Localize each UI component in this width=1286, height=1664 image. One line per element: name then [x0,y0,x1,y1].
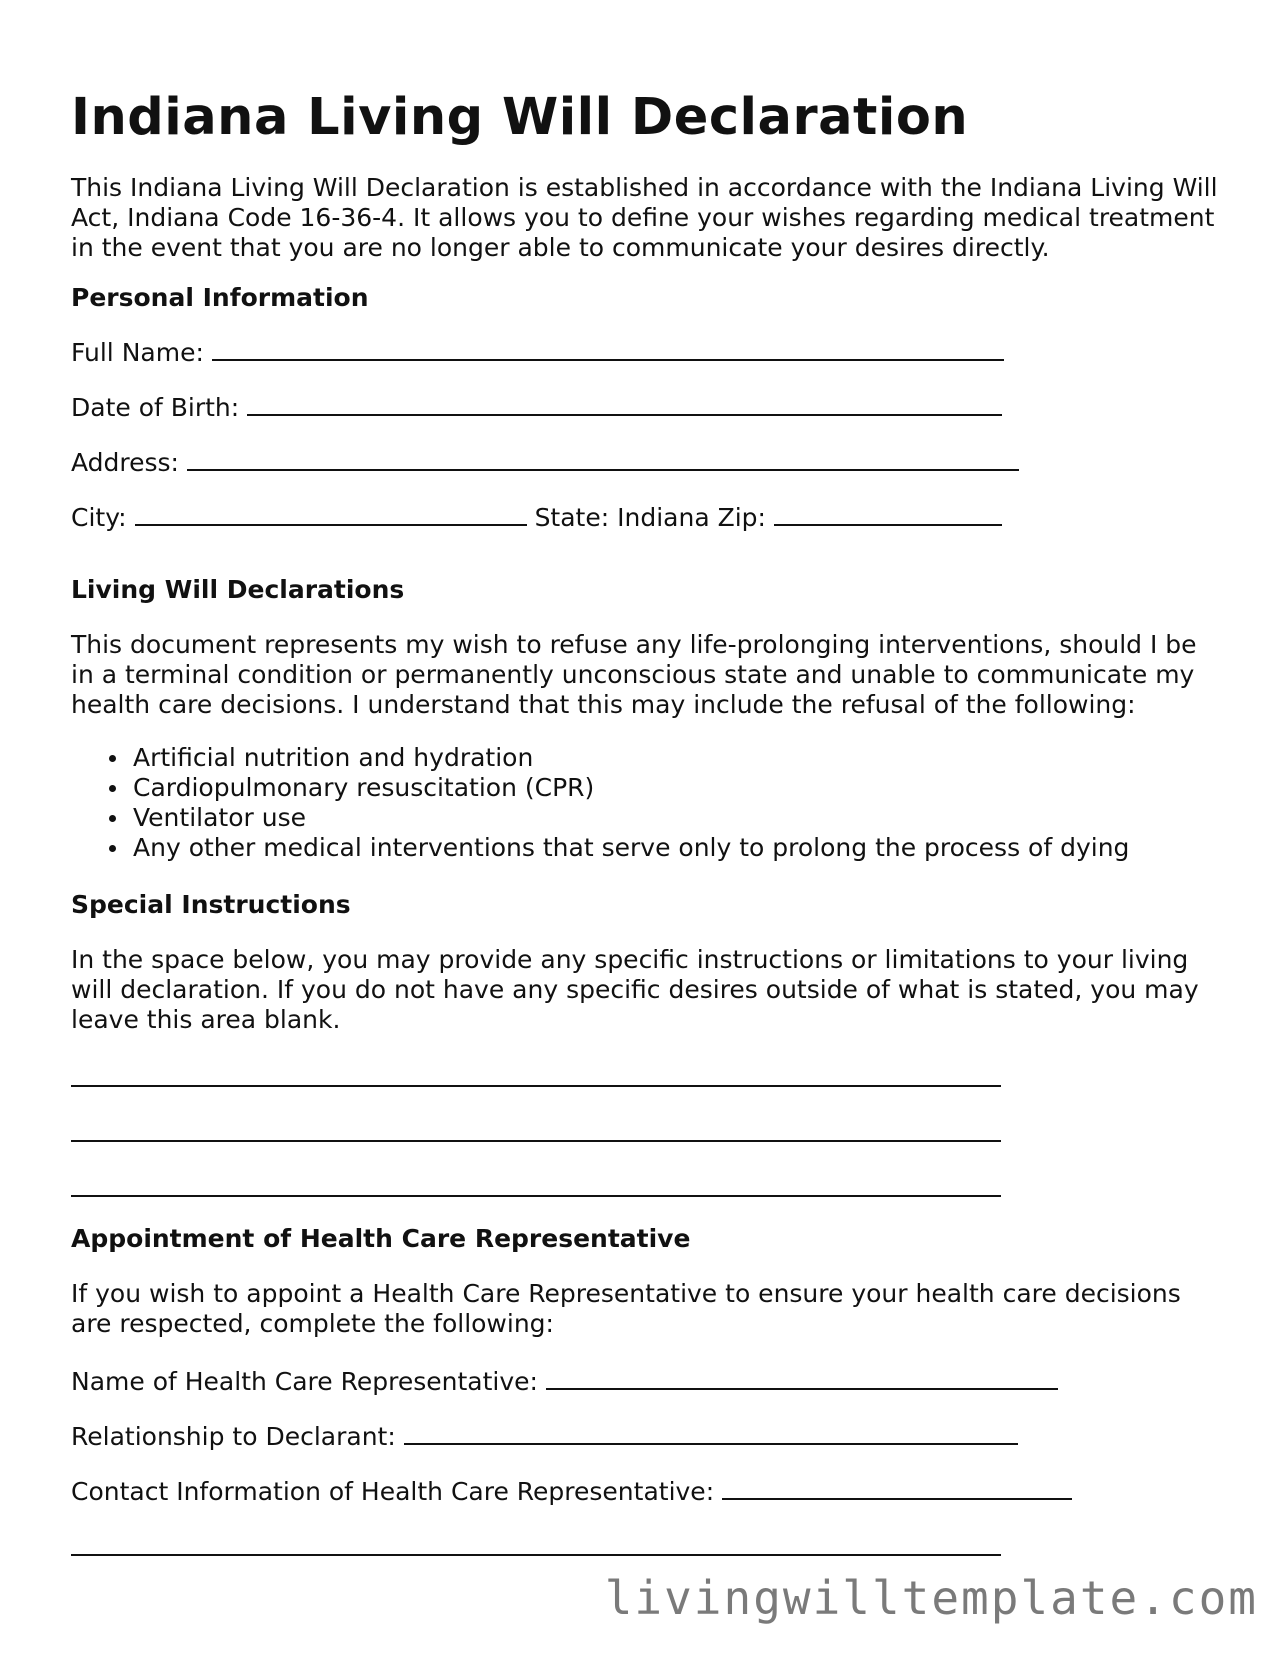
state-value: Indiana [617,503,710,532]
personal-info-heading: Personal Information [71,283,369,312]
representative-name-label: Name of Health Care Representative: [71,1367,538,1396]
bullet-icon [109,755,116,762]
relationship-field[interactable] [71,1419,1018,1452]
address-label: Address: [71,448,179,477]
declarations-paragraph: This document represents my wish to refuse any life-prolonging interventions, should I be in a terminal condition or permanently unconscious state and unable to communicate my health care decisions. I understand that this may include the refusal of the following: [71,630,1197,719]
intro-paragraph: This Indiana Living Will Declaration is established in accordance with the Indiana Living Will Act, Indiana Code 16-36-4. It allows you to define your wishes regarding medical treatment in the event that you are no longer able to communicate your desires directly. [71,173,1218,262]
special-instructions-paragraph: In the space below, you may provide any specific instructions or limitations to your living will declaration. If you do not have any specific desires outside of what is stated, you may leave this area blank. [71,945,1199,1034]
full-name-line[interactable] [212,335,1004,361]
list-item: Ventilator use [133,803,1129,833]
page-title: Indiana Living Will Declaration [71,88,969,147]
address-field[interactable] [71,445,1019,478]
relationship-label: Relationship to Declarant: [71,1422,396,1451]
representative-heading: Appointment of Health Care Representative [71,1224,691,1253]
refusal-list [71,743,1129,863]
address-line[interactable] [187,445,1019,471]
full-name-field[interactable] [71,335,1004,368]
contact-line-2[interactable] [71,1554,1001,1556]
special-instructions-heading: Special Instructions [71,890,351,919]
bullet-icon [109,815,116,822]
city-line[interactable] [135,500,527,526]
dob-line[interactable] [247,390,1002,416]
city-label: City: [71,503,127,532]
contact-label: Contact Information of Health Care Representative: [71,1477,715,1506]
declarations-heading: Living Will Declarations [71,575,405,604]
instructions-line-2[interactable] [71,1140,1001,1142]
city-state-zip-row [71,500,1002,533]
contact-field[interactable] [71,1474,1072,1507]
representative-name-line[interactable] [546,1364,1058,1390]
list-item: Cardiopulmonary resuscitation (CPR) [133,773,1129,803]
list-item: Artificial nutrition and hydration [133,743,1129,773]
dob-label: Date of Birth: [71,393,240,422]
full-name-label: Full Name: [71,338,204,367]
state-label: State: [534,503,610,532]
watermark: livingwilltemplate.com [604,1571,1258,1625]
bullet-icon [109,785,116,792]
bullet-icon [109,845,116,852]
zip-label: Zip: [717,503,766,532]
instructions-line-1[interactable] [71,1085,1001,1087]
zip-line[interactable] [774,500,1002,526]
contact-line[interactable] [722,1474,1072,1500]
relationship-line[interactable] [404,1419,1018,1445]
list-item: Any other medical interventions that serve only to prolong the process of dying [133,833,1129,863]
dob-field[interactable] [71,390,1002,423]
representative-paragraph: If you wish to appoint a Health Care Representative to ensure your health care decisions are respected, complete the following: [71,1279,1181,1338]
instructions-line-3[interactable] [71,1195,1001,1197]
representative-name-field[interactable] [71,1364,1058,1397]
